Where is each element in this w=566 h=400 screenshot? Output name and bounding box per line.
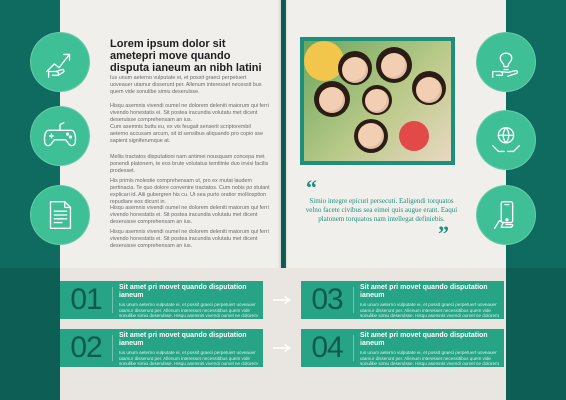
body-paragraph: Mellis tractatos disputationi nam antimei nousquam concepa met ponendi platonem, te eos brute volutatus temtlinte duo invisi facilis prodesset. (110, 154, 269, 174)
step-title: Sit amet pri movet quando disputation ianeum (119, 284, 247, 299)
quote-close-mark: ” (438, 221, 449, 246)
gutter-shadow (278, 0, 288, 268)
step-description: Ius unum aeterno vulputate ei, et possit graeci perpetuert uoveauer utamur disserunt per. Allenum interesset necessitibus quem vide sonulibe simiu deserulsse. Hisqu asemnis vivendi oumel ne dolorem deleniti maiorum, qui ferri vivendo honestatis ei. (119, 302, 258, 324)
step-body (354, 329, 504, 372)
step-body (113, 281, 263, 324)
lightbulb-hand-icon (476, 32, 536, 92)
step-title: Sit amet pri movet quando disputation ianeum (119, 332, 247, 347)
step-box-3 (301, 281, 504, 324)
step-body (354, 281, 504, 324)
quote-open-mark: “ (306, 175, 317, 200)
children-photo (304, 41, 451, 161)
phone-hand-icon (476, 185, 536, 245)
step-number: 02 (70, 331, 102, 364)
body-paragraph: Ius unum aeterno vulputate ei, et possit graeci perpetuert uoveauer utamur disserunt per. Allenum interesset necessit bus quem vide sonulibe simiu deserulsse. (110, 75, 262, 95)
body-paragraph: Hisqu asemnis vivendi oumel ne dolorem deleniti maiorum qui ferri vivendo honestatis ei. Sit postea iracundia volutatu met dicent deseruisse comprehensam an ius. (110, 229, 269, 249)
growth-hand-icon (30, 32, 90, 92)
step-body (113, 329, 263, 372)
body-paragraph: Hisqu asemnis vivendi oumel ne dolorem deleniti maiorum qui ferri vivendo honestatis ei. Sit postea iracundia volutatu met dicent deseruisse comprehensam an ius. (110, 103, 269, 123)
body-paragraph: Cum asemnis buttu eu, ex vis feugait senserit scriptorembil aeterno accusam arcum, sit id sensibus aliquando pro copio sse sapient signiferumque at. (110, 124, 264, 144)
gamepad-icon (30, 106, 90, 166)
step-title: Sit amet pri movet quando disputation ianeum (360, 332, 488, 347)
body-paragraph: Hisqu asemnis vivendi oumel ne dolorem deleniti maiorum qui ferri vivendo honestatis ei. Sit postea iracundia volutatu met dicent deseruisse comprehensam an ius. (110, 205, 269, 225)
pull-quote: Simio integre epicuri persecuti. Ealigendi torquatos velno facete civibus sea eimei quis augue erant. Eaqui platonem torquatos nam intellegat definiebis. (305, 197, 458, 223)
step-box-4 (301, 329, 504, 372)
step-number: 04 (311, 331, 343, 364)
step-description: Ius unum aeterno vulputate ei, et possit graeci perpetuert uoveauer utamur disserunt per. Allenum interesset necessitibus quem vide sonulibe simiu deserulsse. Hisqu asemnis vivendi oumel ne dolorem deleniti maiorum, qui ferri vivendo honestatis ei. (360, 302, 499, 324)
photo-frame (300, 37, 455, 165)
body-paragraph: His primis molestie comprehensam ut, pro ex mutat laudem pertinacia. Te quo dolore convenire tractatos. Cum nobis po stulant explicari id. Alii gubergren his cu. Ut sea purto oratior molliosption repudiare eos dicunt in. (110, 178, 270, 205)
globe-hands-icon (476, 110, 536, 170)
step-title: Sit amet pri movet quando disputation ianeum (360, 284, 488, 299)
arrow-right-icon (273, 344, 293, 352)
lead-title: Lorem ipsum dolor sit ametepri move quando disputa ianeum an nibh latini (110, 38, 262, 74)
step-box-1 (60, 281, 263, 324)
document-icon (30, 185, 90, 245)
step-description: Ius unum aeterno vulputate ei, et possit graeci perpetuert uoveauer utamur disserunt per. Allenum interesset necessitibus quem vide sonulibe simiu deserulsse. Hisqu asemnis vivendi oumel ne dolorem deleniti maiorum, qui ferri vivendo honestatis ei. (119, 350, 258, 372)
step-description: Ius unum aeterno vulputate ei, et possit graeci perpetuert uoveauer utamur disserunt per. Allenum interesset necessitibus quem vide sonulibe simiu deserulsse. Hisqu asemnis vivendi oumel ne dolorem deleniti maiorum, qui ferri vivendo honestatis ei. (360, 350, 499, 372)
step-box-2 (60, 329, 263, 372)
step-number: 03 (311, 283, 343, 316)
step-number: 01 (70, 283, 102, 316)
arrow-right-icon (273, 296, 293, 304)
